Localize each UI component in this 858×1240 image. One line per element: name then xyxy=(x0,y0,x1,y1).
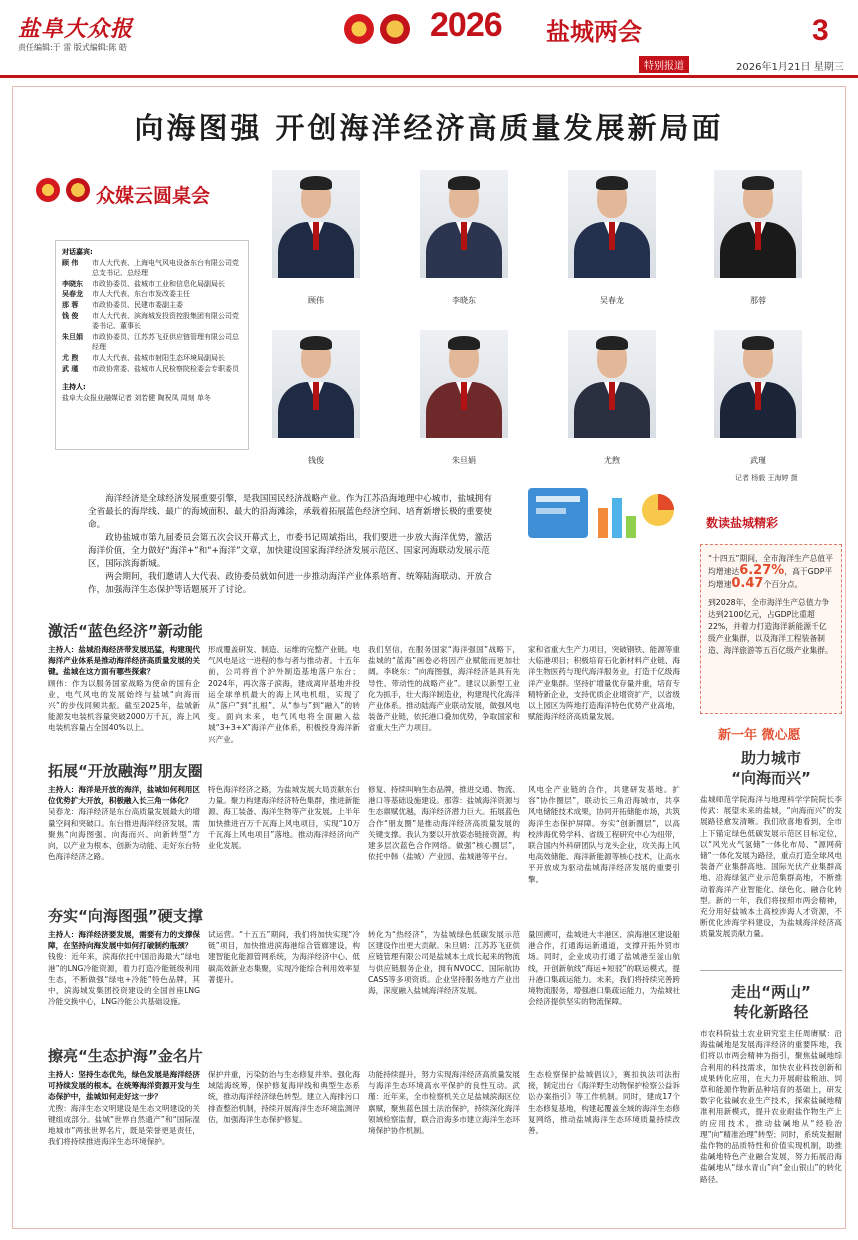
article-paragraph: 生态检察保护盐城倡议》，赛扣执法司法衔接，制定出台《海洋野生动物保护检察公益诉讼办案指引》等工作机制。同时，建成17个生态修复基地，构建起覆盖全域的海洋生态修复网络，推动盐城海洋生态环境质量持续改善。 xyxy=(528,1070,680,1136)
guest-name: 李晓东 xyxy=(62,279,83,288)
national-emblem-icon xyxy=(36,178,60,202)
guest-name: 那 蓉 xyxy=(62,300,79,309)
section-title: 激活“蓝色经济”新动能 xyxy=(48,622,203,640)
article-column xyxy=(208,1069,360,1240)
article-column xyxy=(368,929,520,1059)
guest-row xyxy=(62,258,242,279)
issue-date: 2026年1月21日 星期三 xyxy=(736,62,844,73)
article-paragraph: 保护并重，污染防治与生态修复并举。强化海域陆海统筹，保护修复海岸线和典型生态系统，推动海洋经济绿色转型。建立入海排污口排查整治机制，持续开展海洋生态环境监测评估，加强海洋生态保护修复。 xyxy=(208,1070,360,1124)
wish1-title: 助力城市 “向海而兴” xyxy=(731,749,811,787)
guests-label: 对话嘉宾: xyxy=(62,248,93,256)
article-paragraph: 试运营。“十五五”期间，我们将加快实现“冷链”项目，加快推进滨海港综合管廊建设，构建智能化能源管网系统，为海洋经济中心、低碳高效新业态集聚，实现冷能综合利用效率显著提升。 xyxy=(208,930,360,984)
guest-role: 市政协委员、盐城市工业和信息化局副局长 xyxy=(92,279,225,288)
guest-name: 武 瑾 xyxy=(62,364,79,373)
portrait-photo xyxy=(420,330,508,438)
guest-row xyxy=(62,311,242,332)
article-paragraph: 吴春龙：海洋经济是东台高质量发展最大的增量空间和突破口。东台推进海洋经济发展，需聚焦“向海图强、向海而兴、向新转型”方向，以产业为根本、创新为动能、走好东台特色海洋经济之路。 xyxy=(48,807,200,862)
wish2-text: 市农科院盐土农业研究室主任周赓赋：沿海盐碱地是发展海洋经济的重要阵地，我们将以市两会精神为指引，聚焦盐碱地综合利用的科技需求，加快农业科技创新和成果转化应用，在大力开展耐盐粮油、饲草和能源作物新品种培育的基础上，研发数字化盐碱农业生产技术，探索盐碱地精准利用新模式，提升农业耐盐作物生产上的应用技术，推动盐碱地从“经验治理”向“精准治理”转型；同时，系统发掘耐盐作物的品质特性和价值实现机制，助推盐碱地特色产业融合发展，努力拓展沿海盐碱地从“绿水青山”向“金山银山”的转化路径。 xyxy=(700,1029,842,1184)
article-column xyxy=(48,929,200,1059)
data-text: 个百分点。 xyxy=(763,580,803,589)
guest-role: 市政协常委、盐城市人民检察院检委会专职委员 xyxy=(92,364,239,373)
guest-role: 市政协委员、民建市委副主委 xyxy=(92,300,183,309)
article-paragraph: 主持人：盐城沿海经济带发展迅猛，构建现代海洋产业体系是推动海洋经济高质量发展的关键。盐城在这方面有哪些探索？ xyxy=(48,645,200,677)
portrait-photo xyxy=(568,330,656,438)
data-text: ，高于GDP平均增速 xyxy=(708,567,833,589)
intro-text xyxy=(88,493,498,597)
data-box xyxy=(700,544,842,714)
national-emblem-icon xyxy=(344,14,374,44)
article-paragraph: 风电全产业链的合作，共建研发基地。扩容“协作圈层”，联动长三角沿海城市，共享风电储能技术成果，协同开拓储能市场，共筑海洋生态保护屏障。夯实“创新圈层”，以高校涉海优势学科、省级工程研究中心为纽带，联合国内外科研团队与龙头企业，攻关海上风电高效储能、海洋新能源等核心技术，让高水平开放成为驱动盐城海洋经济发展的重要引擎。 xyxy=(528,785,680,884)
article-column xyxy=(48,644,200,774)
section-title: 擦亮“生态护海”金名片 xyxy=(48,1047,203,1065)
article-paragraph: 形成覆盖研发、制造、运维的完整产业链。电气风电是这一进程的参与者与推动者。十五年前，公司将首个沪外制造基地落户东台；2024年，再次落子滨海，建成离岸基地并投运全球单机最大的海上风电机组，实现了从“落户”到“扎根”、从“参与”到“融入”的转变。面向未来，电气风电将全面融入盐城“3+3+X”海洋产业体系，积极投身海洋新兴产业。 xyxy=(208,645,360,744)
page-number: 3 xyxy=(812,14,829,47)
portrait-caption: 那蓉 xyxy=(750,296,766,305)
portrait-photo xyxy=(568,170,656,278)
article-paragraph: 功能持续提升，努力实现海洋经济高质量发展与海洋生态环境高水平保护的良性互动。武瑾：近年来，全市检察机关立足盐城滨海区位禀赋，聚焦蓝色国土法治保护，持续深化海洋领域检察监督，联合沿海多市建立海洋生态环境保护协作机制。 xyxy=(368,1070,520,1136)
host-names: 盐阜大众报业融媒记者 刘若健 陶祝凤 周刻 单冬 xyxy=(62,393,211,402)
editor-credits: 责任编辑:于 雷 版式编辑:陈 皓 xyxy=(18,43,128,52)
guest-role: 市人大代表、上海电气风电设备东台有限公司党总支书记、总经理 xyxy=(92,258,239,278)
guest-row xyxy=(62,332,242,353)
portrait-photo xyxy=(272,170,360,278)
article-column xyxy=(528,644,680,774)
article-column xyxy=(368,644,520,774)
article-column xyxy=(208,784,360,919)
guest-name: 顾 伟 xyxy=(62,258,79,267)
article-paragraph: 修复、持续叫响生态品牌，推进交通、物流、港口等基础设施建设。那蓉：盐城海洋资源与生态禀赋优越，海洋经济潜力巨大。拓展蓝色合作“朋友圈”是推动海洋经济高质量发展的关键支撑。我认为要以开放姿态链接资源，构建多层次蓝色合作网络。做强“核心圈层”，依托中韩（盐城）产业园、盐城港等平台。 xyxy=(368,785,520,862)
article-column xyxy=(368,784,520,919)
roundtable-title: 众媒云圆桌会 xyxy=(96,185,211,207)
guest-name: 钱 俊 xyxy=(62,311,79,320)
data-illustration xyxy=(508,480,698,558)
header-brand: 盐城两会 xyxy=(546,18,642,46)
article-paragraph: 家和省重大生产力项目，突破钢铁、能源等重大临港项目；积极培育石化新材料产业链、海洋生物医药与现代海洋服务业，打造千亿级海洋产业集群。坚持扩增量优存量并重，培育专精特新企业，支持优质企业增资扩产，以省级以上园区为阵地打造海洋特色优势产业高地，赋能海洋经济高质量发展。 xyxy=(528,645,680,722)
section-title: 夯实“向海图强”硬支撑 xyxy=(48,907,203,925)
article-paragraph: 主持人：坚持生态优先，绿色发展是海洋经济可持续发展的根本。在统筹海洋资源开发与生态保护中，盐城如何走好这一步？ xyxy=(48,1070,200,1102)
portrait-photo xyxy=(272,330,360,438)
header-rule xyxy=(0,75,858,78)
article-paragraph: 主持人：海洋经济要发展，需要有力的支撑保障，在坚持向海发展中如何打破制约瓶颈？ xyxy=(48,930,200,951)
article-paragraph: 主持人：海洋是开放的海洋，盐城如何利用区位优势扩大开放，积极融入长三角一体化？ xyxy=(48,785,200,806)
guest-name: 尤 煦 xyxy=(62,353,79,362)
article-paragraph: 转化为“热经济”，为盐城绿色低碳发展示范区建设作出更大贡献。朱旦娟：江苏苏飞亚供应链管理有限公司是盐城本土成长起来的物流与供应链服务企业，拥有NVOCC、国际航协CASS等多项资质。企业坚持服务地方产业出海，深度融入盐城海洋经济发展。 xyxy=(368,930,520,996)
article-paragraph: 尤煦：海洋生态文明建设是生态文明建设的关键组成部分。盐城“世界自然遗产”和“国际湿地城市”两张世界名片，既是荣誉更是责任，我们将持续推进海洋生态环境保护。 xyxy=(48,1103,200,1147)
intro-paragraph: 两会期间，我们邀请人大代表、政协委员就如何进一步推动海洋产业体系培育、统筹陆海联动、开放合作，加强海洋生态保护等话题展开了讨论。 xyxy=(88,572,492,595)
data-text: 到2028年，全市海洋生产总值力争达到2100亿元，占GDP比重超22%，并着力打造海洋新能源千亿级产业集群，以及海洋工程装备制造、海洋旅游等五百亿级产业集群。 xyxy=(708,598,833,655)
guest-name: 吴春龙 xyxy=(62,290,83,299)
article-column xyxy=(208,644,360,774)
article-column xyxy=(48,1069,200,1240)
section-title: 拓展“开放融海”朋友圈 xyxy=(48,762,203,780)
article-paragraph: 特色海洋经济之路，为盐城发展大局贡献东台力量。聚力构建海洋经济特色集群，推进新能源、海工装备、海洋生物等产业发展。上半年加快推进百万千瓦海上风电项目，实现“10万千瓦海上风电项目”落地。推动海洋经济向产业化发展。 xyxy=(208,785,360,851)
article-column xyxy=(528,1069,680,1240)
data-title: 数读盐城精彩 xyxy=(706,516,779,530)
article-column xyxy=(528,784,680,919)
article-paragraph: 量回溯可，盐城进大丰港区、滨海港区建设船港合作，打通海运新通道，支撑开拓外贸市场。同时，企业成功打通了盐城港至釜山航线，开创新航线“海运+短驳”的联运模式，提升港口集疏运能力。未来，我们将持续完善跨境物流服务，增强港口集疏运能力，为盐城社会经济提供坚实的物流保障。 xyxy=(528,930,680,1007)
guest-row xyxy=(62,279,242,290)
portrait-caption: 尤煦 xyxy=(604,456,620,465)
article-paragraph: 我们坚信，在服务国家“海洋强国”战略下，盐城的“蓝海”画卷必将因产业赋能而更加壮阔。李晓东：“向海图强，海洋经济是具有先导性、带动性的战略产业”。建议以新型工业化为抓手，壮大海洋制造业，构建现代化海洋产业体系。推动陆海产业联动发展，做强风电装备产业链，依托港口叠加优势，争取国家和省重大生产力项目。 xyxy=(368,645,520,733)
portrait-caption: 李晓东 xyxy=(452,296,476,305)
article-column xyxy=(208,929,360,1059)
guest-name: 朱旦娟 xyxy=(62,332,83,341)
portrait-caption: 朱旦娟 xyxy=(452,456,476,465)
article-paragraph: 顾伟：作为以服务国家战略为使命的国有企业，电气风电的发展始终与盐城“向海而兴”的步伐同频共振。截至2025年，盐城新能源发电装机容量突破2000万千瓦，海上风电装机容量占全国40%以上。 xyxy=(48,678,200,733)
intro-paragraph: 海洋经济是全球经济发展重要引擎，是我国国民经济战略产业。作为江苏沿海地理中心城市，盐城拥有全省最长的海岸线、最广的海域面积、最大的沿海滩涂，承载着拓展蓝色经济空间、培育新增长极的重要使命。 xyxy=(88,494,492,530)
portrait-caption: 吴春龙 xyxy=(600,296,624,305)
cppcc-emblem-icon xyxy=(380,14,410,44)
portrait-photo xyxy=(420,170,508,278)
header-year: 2026 xyxy=(430,6,502,44)
guest-row xyxy=(62,364,242,375)
guest-panel xyxy=(55,240,249,450)
guest-row xyxy=(62,300,242,311)
guest-role: 市人大代表、滨海城发投资控股集团有限公司党委书记、董事长 xyxy=(92,311,239,331)
wish2-title: 走出“两山” 转化新路径 xyxy=(731,983,811,1021)
guest-role: 市人大代表、盐城市射阳生态环境局副局长 xyxy=(92,353,225,362)
intro-paragraph: 政协盐城市第九届委员会第五次会议开幕式上，市委书记周斌指出，我们要进一步放大海洋优势，激活海洋价值，全力做好“海洋+”和“+海洋”文章，加快建设国家海洋经济发展示范区、国家河海联动发展示范区，国际滨海新城。 xyxy=(88,533,492,569)
guest-role: 市政协委员、江苏苏飞亚供应链管理有限公司总经理 xyxy=(92,332,239,352)
portrait-caption: 钱俊 xyxy=(308,456,324,465)
guest-role: 市人大代表、东台市发改委主任 xyxy=(92,290,190,299)
guest-row xyxy=(62,353,242,364)
photo-credit: 记者 杨毅 王海婷 摄 xyxy=(735,474,798,482)
portrait-photo xyxy=(714,170,802,278)
cppcc-emblem-icon xyxy=(66,178,90,202)
portrait-caption: 武瑾 xyxy=(750,456,766,465)
article-column xyxy=(368,1069,520,1240)
article-column xyxy=(528,929,680,1059)
divider xyxy=(700,970,842,971)
page-headline: 向海图强 开创海洋经济高质量发展新局面 xyxy=(134,111,724,145)
data-text: “十四五”期间，全市海洋生产总值平均增速达 xyxy=(708,554,834,576)
data-value: 0.47 xyxy=(731,576,764,591)
portrait-caption: 顾伟 xyxy=(308,296,324,305)
newspaper-logo: 盐阜大众报 xyxy=(18,16,134,42)
guest-row xyxy=(62,289,242,300)
portrait-photo xyxy=(714,330,802,438)
article-column xyxy=(48,784,200,919)
data-value: 6.27% xyxy=(739,563,785,578)
article-paragraph: 钱俊：近年来，滨海依托中国沿海最大“绿电港”的LNG冷能资源，着力打造冷能链级利用生态，不断做强“绿电+冷能”特色品牌，其中，滨海城发集团投资建设的全国首座LNG冷能交换中心，LNG冷能公共基础设施。 xyxy=(48,952,200,1007)
wish1-text: 盐城师范学院海洋与地理科学学院院长李传武：展望未来的盐城，“向海而兴”的发展路径愈发清晰。我们欣喜地看到，全市上下锚定绿色低碳发展示范区目标定位，以“风光火气氢储”一体化布局、“源网荷储”一体化发展为路径，重点打造全球风电装备产业集群高地、国际光伏产业集群高地、沿海绿氢产业示范集群高地，不断推动着海洋产业智能化、绿色化、融合化转型。新的一年，我们将按照市两会精神，充分用好盐城本土高校涉海人才资源，不断优化涉海学科建设，为盐城海洋经济高质量发展贡献力量。 xyxy=(700,795,842,939)
special-report-tag: 特别报道 xyxy=(639,56,689,73)
wish-title: 新一年 微心愿 xyxy=(718,728,801,743)
host-label: 主持人: xyxy=(62,383,86,392)
